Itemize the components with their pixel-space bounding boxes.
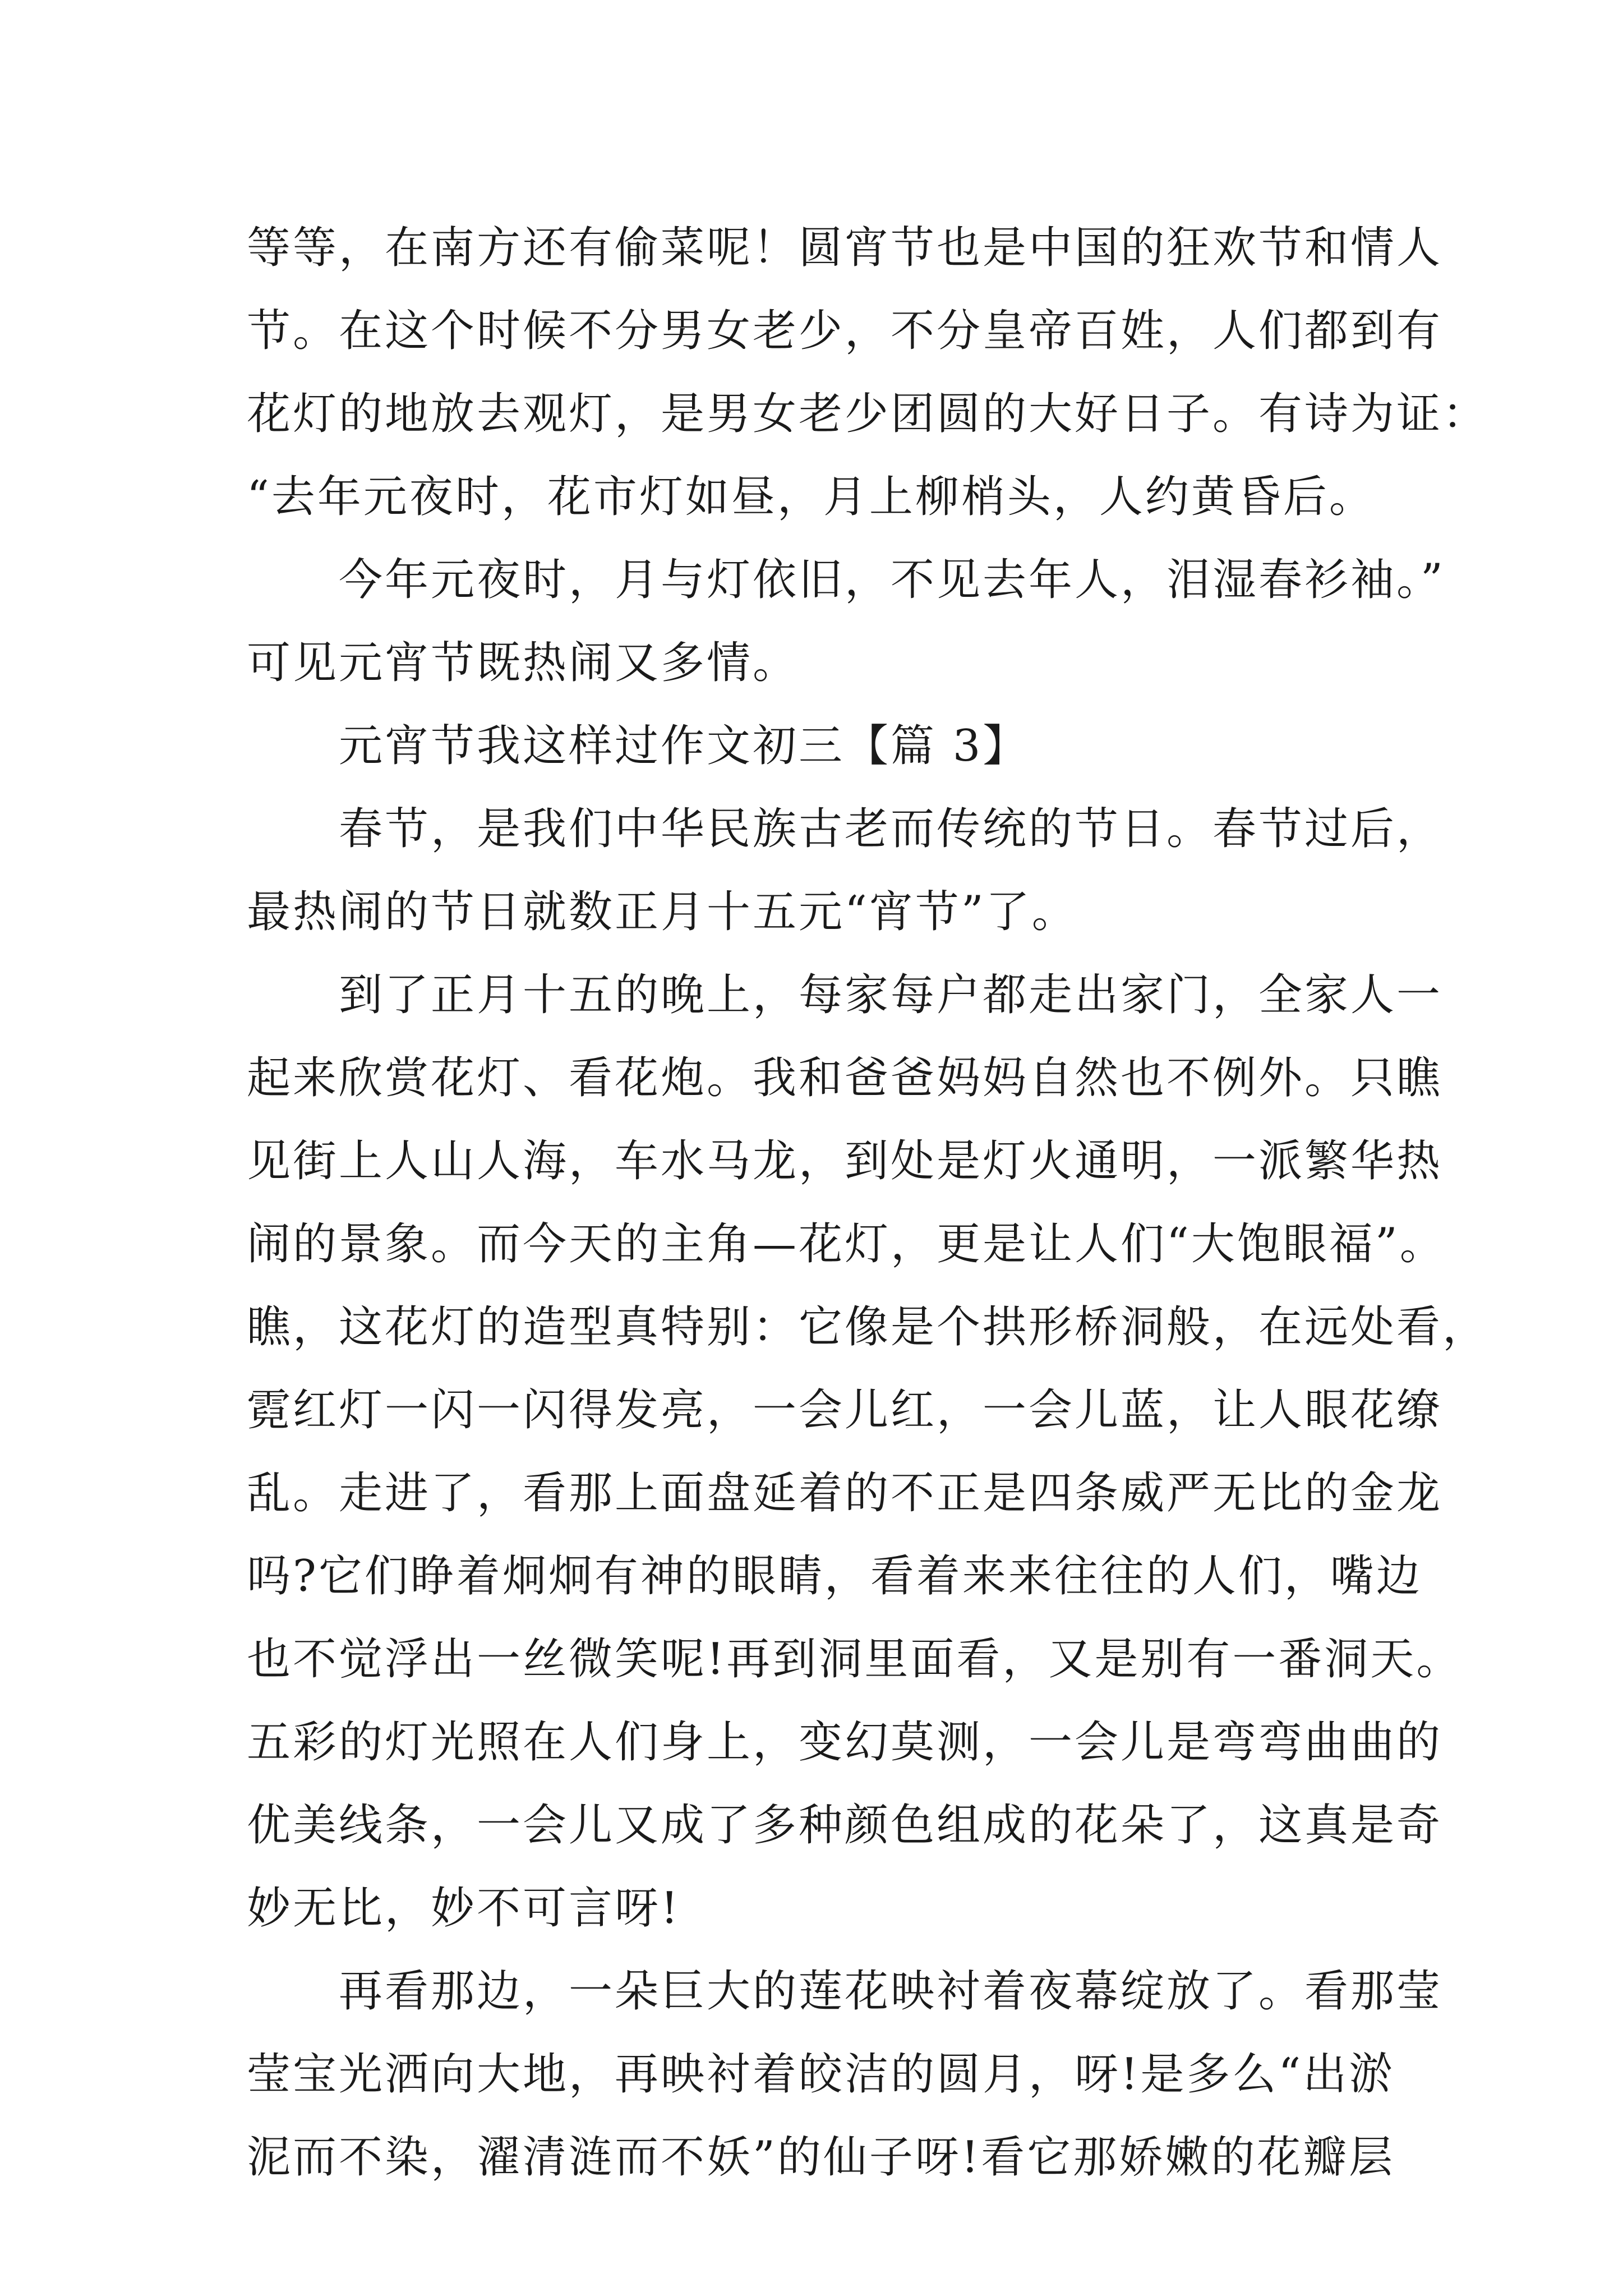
text-line: 起来欣赏花灯、看花炮。我和爸爸妈妈自然也不例外。只瞧 (247, 1053, 1443, 1103)
text-line: 霓红灯一闪一闪得发亮，一会儿红，一会儿蓝，让人眼花缭 (247, 1385, 1443, 1435)
section-heading: 元宵节我这样过作文初三【篇 3】 (247, 721, 1029, 771)
text-line: 最热闹的节日就数正月十五元“宵节”了。 (247, 887, 1078, 937)
text-line: 泥而不染，濯清涟而不妖”的仙子呀!看它那娇嫩的花瓣层 (247, 2132, 1395, 2183)
text-line: 五彩的灯光照在人们身上，变幻莫测，一会儿是弯弯曲曲的 (247, 1717, 1443, 1768)
text-line: 吗?它们睁着炯炯有神的眼睛，看着来来往往的人们，嘴边 (247, 1551, 1422, 1602)
text-line: 花灯的地放去观灯，是男女老少团圆的大好日子。有诗为证： (247, 389, 1489, 439)
text-line: “去年元夜时，花市灯如昼，月上柳梢头，人约黄昏后。 (247, 472, 1375, 522)
text-line: 可见元宵节既热闹又多情。 (247, 638, 799, 688)
text-line: 也不觉浮出一丝微笑呢!再到洞里面看，又是别有一番洞天。 (247, 1634, 1463, 1685)
text-line: 优美线条，一会儿又成了多种颜色组成的花朵了，这真是奇 (247, 1800, 1443, 1851)
text-line: 等等，在南方还有偷菜呢！圆宵节也是中国的狂欢节和情人 (247, 223, 1443, 273)
text-line: 今年元夜时，月与灯依旧，不见去年人，泪湿春衫袖。” (247, 555, 1445, 605)
text-line: 乱。走进了，看那上面盘延着的不正是四条威严无比的金龙 (247, 1468, 1443, 1519)
text-line: 闹的景象。而今天的主角—花灯，更是让人们“大饱眼福”。 (247, 1219, 1446, 1269)
text-line: 妙无比，妙不可言呀! (247, 1883, 681, 1934)
text-line: 再看那边，一朵巨大的莲花映衬着夜幕绽放了。看那莹 (247, 1966, 1443, 2017)
text-line: 莹宝光洒向大地，再映衬着皎洁的圆月，呀!是多么“出淤 (247, 2049, 1395, 2100)
text-line: 见街上人山人海，车水马龙，到处是灯火通明，一派繁华热 (247, 1136, 1443, 1186)
text-line: 春节，是我们中华民族古老而传统的节日。春节过后， (247, 804, 1443, 854)
body-text (247, 206, 1489, 2199)
text-line: 节。在这个时候不分男女老少，不分皇帝百姓，人们都到有 (247, 306, 1443, 356)
text-line: 到了正月十五的晚上，每家每户都走出家门，全家人一 (247, 970, 1443, 1020)
text-line: 瞧，这花灯的造型真特别：它像是个拱形桥洞般，在远处看， (247, 1302, 1489, 1352)
